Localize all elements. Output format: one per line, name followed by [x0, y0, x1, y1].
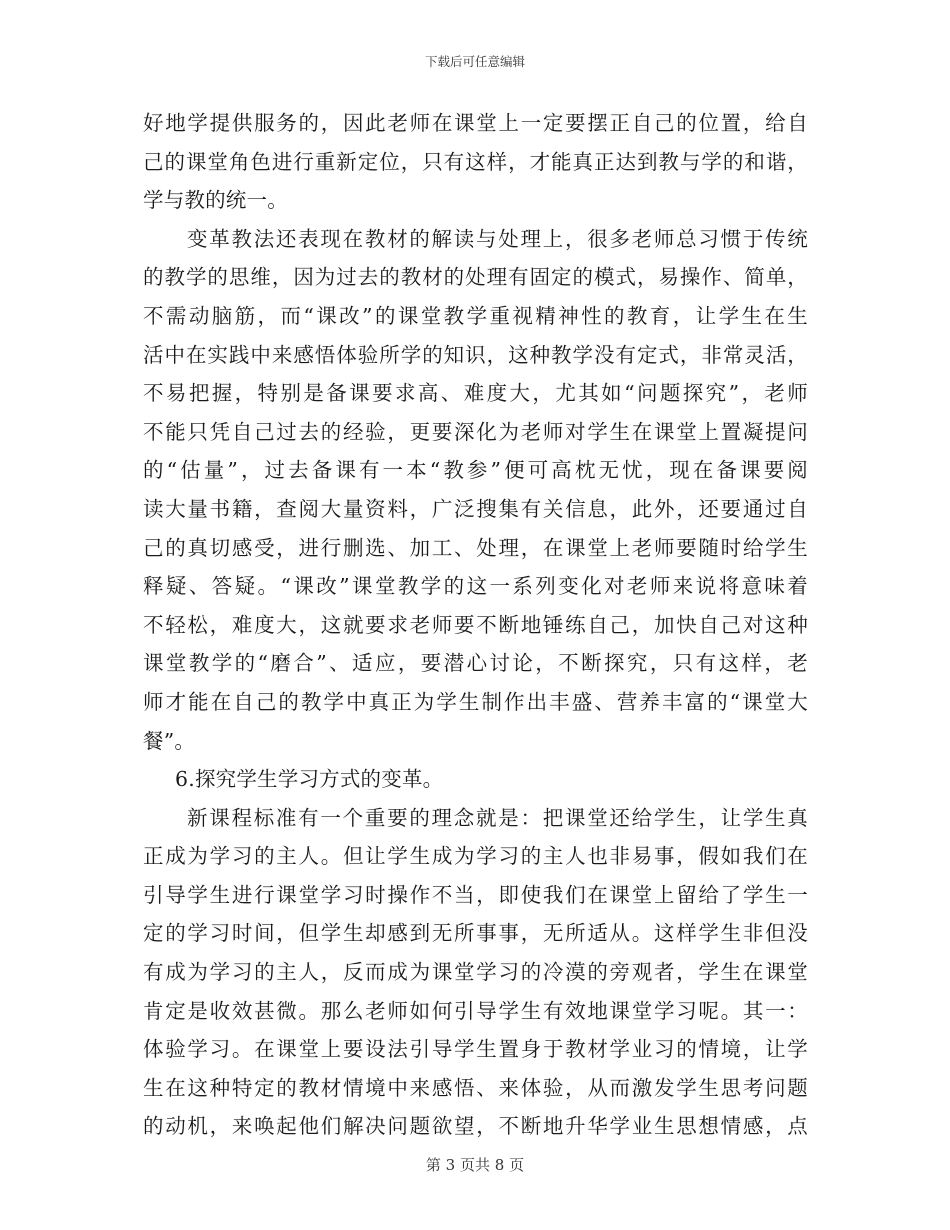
text-line: 生在这种特定的教材情境中来感悟、来体验，从而激发学生思考问题: [143, 1075, 808, 1100]
text-line: 不轻松，难度大，这就要求老师要不断地锤练自己，加快自己对这种: [143, 612, 808, 637]
text-line: 不需动脑筋，而“课改”的课堂教学重视精神性的教育，让学生在生: [143, 303, 808, 328]
text-line: 课堂教学的“磨合”、适应，要潜心讨论，不断探究，只有这样，老: [143, 651, 808, 676]
text-line: 学与教的统一。: [143, 188, 288, 213]
text-line: 正成为学习的主人。但让学生成为学习的主人也非易事，假如我们在: [143, 844, 808, 869]
document-body: [143, 104, 808, 1146]
text-line: 活中在实践中来感悟体验所学的知识，这种教学没有定式，非常灵活，: [143, 342, 808, 367]
text-line: 好地学提供服务的，因此老师在课堂上一定要摆正自己的位置，给自: [143, 111, 808, 135]
text-line: 释疑、答疑。“课改”课堂教学的这一系列变化对老师来说将意味着: [143, 574, 808, 599]
text-line: 餐”。: [143, 728, 196, 753]
text-line: 师才能在自己的教学中真正为学生制作出丰盛、营养丰富的“课堂大: [143, 689, 808, 714]
text-line: 定的学习时间，但学生却感到无所事事，无所适从。这样学生非但没: [143, 921, 808, 946]
text-line: 新课程标准有一个重要的理念就是：把课堂还给学生，让学生真: [187, 805, 808, 830]
text-line: 己的真切感受，进行删选、加工、处理，在课堂上老师要随时给学生: [143, 535, 808, 560]
text-line: 肯定是收效甚微。那么老师如何引导学生有效地课堂学习呢。其一：: [143, 998, 808, 1023]
section-heading: 6.探究学生学习方式的变革。: [175, 767, 444, 792]
text-line: 的“估量”，过去备课有一本“教参”便可高枕无忧，现在备课要阅: [143, 458, 808, 483]
text-line: 的教学的思维，因为过去的教材的处理有固定的模式，易操作、简单，: [143, 265, 808, 290]
page-footer: 第 3 页共 8 页: [425, 1156, 525, 1174]
text-line: 不能只凭自己过去的经验，更要深化为老师对学生在课堂上置凝提问: [143, 419, 808, 444]
text-line: 己的课堂角色进行重新定位，只有这样，才能真正达到教与学的和谐，: [143, 149, 808, 174]
text-line: 不易把握，特别是备课要求高、难度大，尤其如“问题探究”，老师: [143, 381, 808, 406]
text-line: 引导学生进行课堂学习时操作不当，即使我们在课堂上留给了学生一: [143, 882, 808, 907]
text-line: 的动机，来唤起他们解决问题欲望，不断地升华学业生思想情感，点: [143, 1114, 808, 1139]
text-line: 变革教法还表现在教材的解读与处理上，很多老师总习惯于传统: [187, 226, 808, 251]
text-line: 有成为学习的主人，反而成为课堂学习的冷漠的旁观者，学生在课堂: [143, 960, 808, 985]
text-line: 体验学习。在课堂上要设法引导学生置身于教材学业习的情境，让学: [143, 1037, 808, 1062]
page-header: 下载后可任意编辑: [424, 54, 525, 69]
text-line: 读大量书籍，查阅大量资料，广泛搜集有关信息，此外，还要通过自: [143, 496, 808, 521]
